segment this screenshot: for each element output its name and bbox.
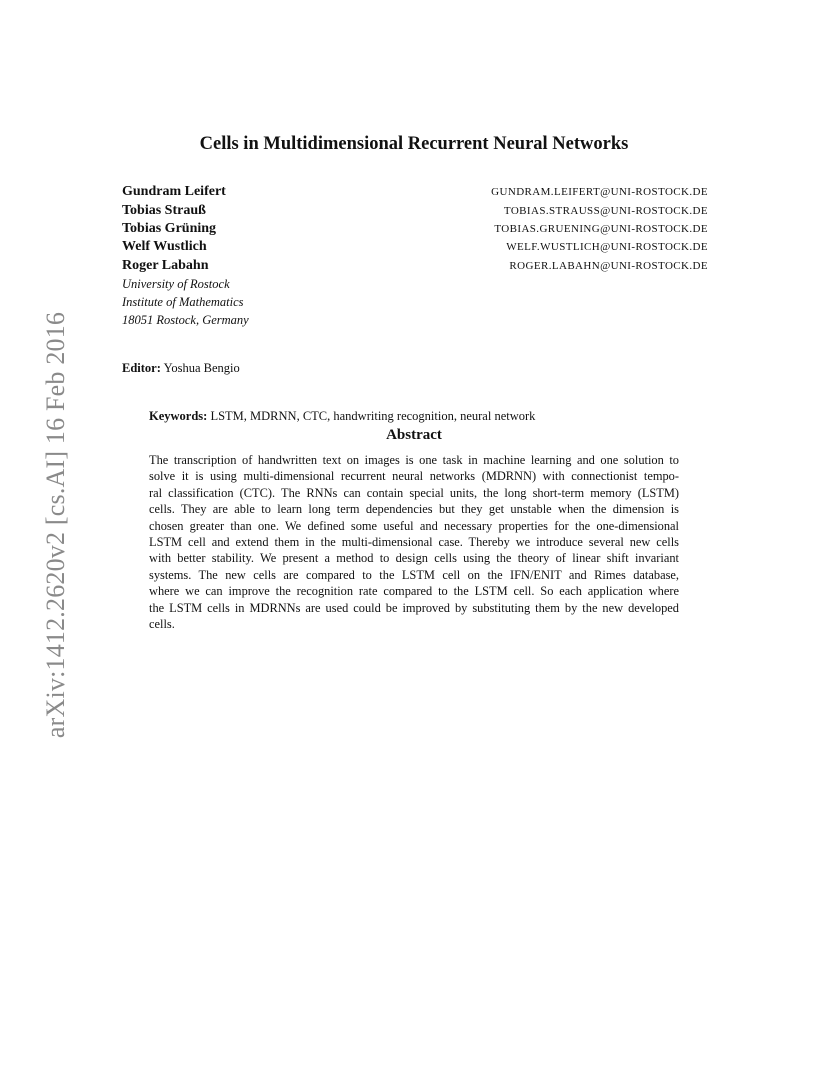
abstract-line: where we can improve the recognition rate compared to the LSTM cell. So each application where bbox=[149, 584, 679, 599]
affiliation-institute: Institute of Mathematics bbox=[122, 295, 244, 309]
abstract-line: chosen greater than one. We defined some useful and necessary properties for the one-dimensional bbox=[149, 518, 679, 533]
abstract-line: ral classification (CTC). The RNNs can contain special units, the long short-term memory (LSTM) bbox=[149, 485, 679, 500]
author-name: Tobias Grüning bbox=[122, 221, 217, 236]
author-row bbox=[122, 184, 708, 202]
paper-title: Cells in Multidimensional Recurrent Neural Networks bbox=[199, 134, 629, 154]
author-name: Roger Labahn bbox=[122, 258, 209, 273]
author-row bbox=[122, 258, 708, 276]
abstract-line: The transcription of handwritten text on images is one task in machine learning and one solution to bbox=[149, 453, 679, 467]
abstract-line: the LSTM cells in MDRNNs are used could be improved by substituting them by the new developed bbox=[149, 600, 679, 615]
abstract-line: solve it is using multi-dimensional recurrent neural networks (MDRNN) with connectionist tempo- bbox=[149, 469, 679, 484]
editor-name: Yoshua Bengio bbox=[163, 361, 240, 375]
editor-line bbox=[122, 361, 240, 376]
author-name: Gundram Leifert bbox=[122, 184, 226, 199]
author-email[interactable]: TOBIAS.STRAUSS@UNI-ROSTOCK.DE bbox=[503, 205, 708, 217]
editor-label: Editor: bbox=[122, 361, 161, 375]
author-email[interactable]: ROGER.LABAHN@UNI-ROSTOCK.DE bbox=[509, 260, 708, 272]
abstract-line: cells. They are able to learn long term dependencies but they get unstable when the dimension is bbox=[149, 502, 679, 517]
author-name: Welf Wustlich bbox=[122, 239, 207, 254]
abstract-line: cells. bbox=[149, 616, 175, 631]
abstract-line: systems. The new cells are compared to the LSTM cell on the IFN/ENIT and Rimes database, bbox=[149, 567, 679, 582]
abstract-heading: Abstract bbox=[386, 427, 442, 443]
author-name: Tobias Strauß bbox=[122, 203, 206, 218]
author-row bbox=[122, 203, 708, 221]
keywords-line bbox=[149, 409, 535, 424]
author-row bbox=[122, 221, 708, 239]
author-row bbox=[122, 239, 708, 257]
affiliation-university: University of Rostock bbox=[122, 277, 230, 291]
abstract-body bbox=[149, 452, 679, 632]
author-email[interactable]: WELF.WUSTLICH@UNI-ROSTOCK.DE bbox=[506, 241, 708, 253]
abstract-line: LSTM cell and extend them in the multi-dimensional case. Thereby we introduce several new cells bbox=[149, 534, 679, 549]
author-email[interactable]: TOBIAS.GRUENING@UNI-ROSTOCK.DE bbox=[494, 223, 708, 235]
abstract-line: with better stability. We present a method to design cells using the theory of linear shift invariant bbox=[149, 551, 679, 566]
author-email[interactable]: GUNDRAM.LEIFERT@UNI-ROSTOCK.DE bbox=[491, 186, 708, 198]
keywords-text: LSTM, MDRNN, CTC, handwriting recognition, neural network bbox=[210, 409, 536, 423]
affiliation-address: 18051 Rostock, Germany bbox=[122, 313, 249, 327]
arxiv-identifier-stamp: arXiv:1412.2620v2 [cs.AI] 16 Feb 2016 bbox=[41, 311, 70, 739]
keywords-label: Keywords: bbox=[149, 409, 208, 423]
